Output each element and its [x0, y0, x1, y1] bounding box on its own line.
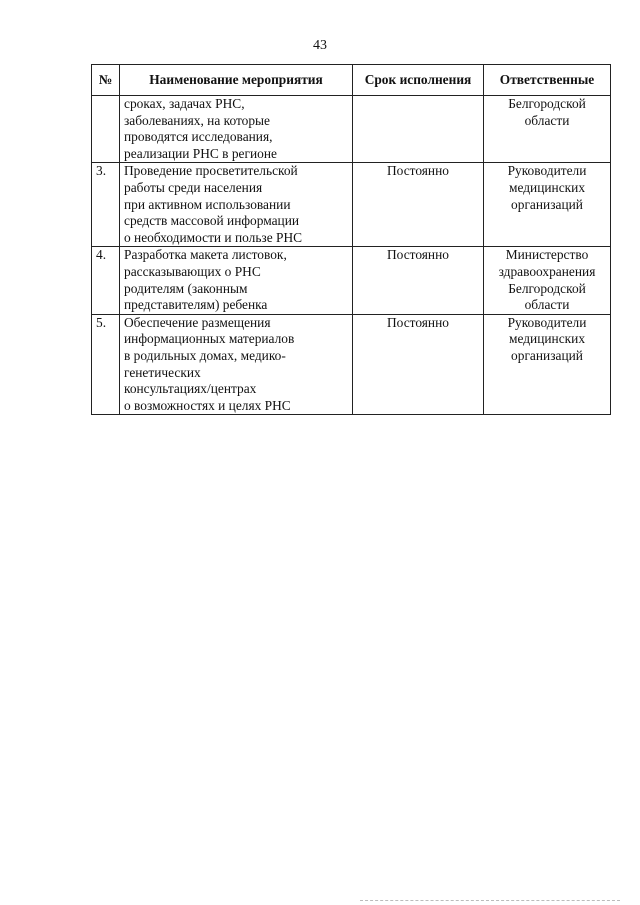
- deadline: Постоянно: [353, 163, 484, 247]
- header-activity-name: Наименование мероприятия: [120, 65, 353, 96]
- responsible-line: области: [524, 297, 570, 313]
- responsible-line: Руководители: [507, 163, 587, 179]
- responsible: [484, 247, 611, 314]
- responsible-line: Министерство: [505, 247, 589, 263]
- table-body: [92, 96, 611, 415]
- activity-name-line: информационных материалов: [124, 331, 295, 347]
- activity-name-line: представителям) ребенка: [124, 297, 268, 313]
- table-row: [92, 314, 611, 415]
- header-responsible: Ответственные: [484, 65, 611, 96]
- activity-name-line: консультациях/центрах: [124, 381, 257, 397]
- activity-name-line: родителям (законным: [124, 280, 248, 296]
- activity-name-line: рассказывающих о РНС: [124, 263, 261, 279]
- header-deadline: Срок исполнения: [353, 65, 484, 96]
- responsible: [484, 314, 611, 415]
- activity-name: [120, 96, 353, 163]
- responsible-line: Руководители: [507, 314, 587, 330]
- deadline: [353, 96, 484, 163]
- responsible-line: медицинских: [508, 179, 586, 195]
- row-number: [92, 96, 120, 163]
- table-row: [92, 247, 611, 314]
- scan-artifact-line: [360, 900, 620, 903]
- responsible-line: организаций: [511, 347, 583, 363]
- activity-name-line: работы среди населения: [124, 179, 263, 195]
- activity-name: [120, 163, 353, 247]
- activity-name-line: Обеспечение размещения: [124, 314, 271, 330]
- table-header-row: [92, 65, 611, 96]
- responsible-line: здравоохранения: [498, 263, 596, 279]
- activity-name-line: Проведение просветительской: [124, 163, 298, 179]
- activities-table: [91, 64, 611, 415]
- activity-name-line: средств массовой информации: [124, 213, 300, 229]
- activity-name-line: проводятся исследования,: [124, 129, 273, 145]
- activity-name-line: в родильных домах, медико-: [124, 347, 286, 363]
- activity-name-line: генетических: [124, 364, 201, 380]
- responsible-line: области: [524, 112, 570, 128]
- row-number: 4.: [92, 247, 120, 314]
- activity-name-line: при активном использовании: [124, 196, 291, 212]
- activity-name: [120, 247, 353, 314]
- activity-name: [120, 314, 353, 415]
- activity-name-line: о возможностях и целях РНС: [124, 397, 291, 413]
- row-number: 5.: [92, 314, 120, 415]
- page-number: 43: [313, 38, 327, 53]
- responsible-line: Белгородской: [508, 280, 586, 296]
- responsible: [484, 163, 611, 247]
- activity-name-line: о необходимости и пользе РНС: [124, 229, 303, 245]
- responsible-line: Белгородской: [508, 96, 586, 111]
- activity-name-line: сроках, задачах РНС,: [124, 96, 245, 111]
- activity-name-line: заболеваниях, на которые: [124, 112, 270, 128]
- table-row: [92, 163, 611, 247]
- activity-name-line: Разработка макета листовок,: [124, 247, 287, 263]
- responsible: [484, 96, 611, 163]
- deadline: Постоянно: [353, 314, 484, 415]
- responsible-line: организаций: [511, 196, 583, 212]
- row-number: 3.: [92, 163, 120, 247]
- table-row: [92, 96, 611, 163]
- header-number: №: [92, 65, 120, 96]
- deadline: Постоянно: [353, 247, 484, 314]
- responsible-line: медицинских: [508, 331, 586, 347]
- activity-name-line: реализации РНС в регионе: [124, 145, 277, 161]
